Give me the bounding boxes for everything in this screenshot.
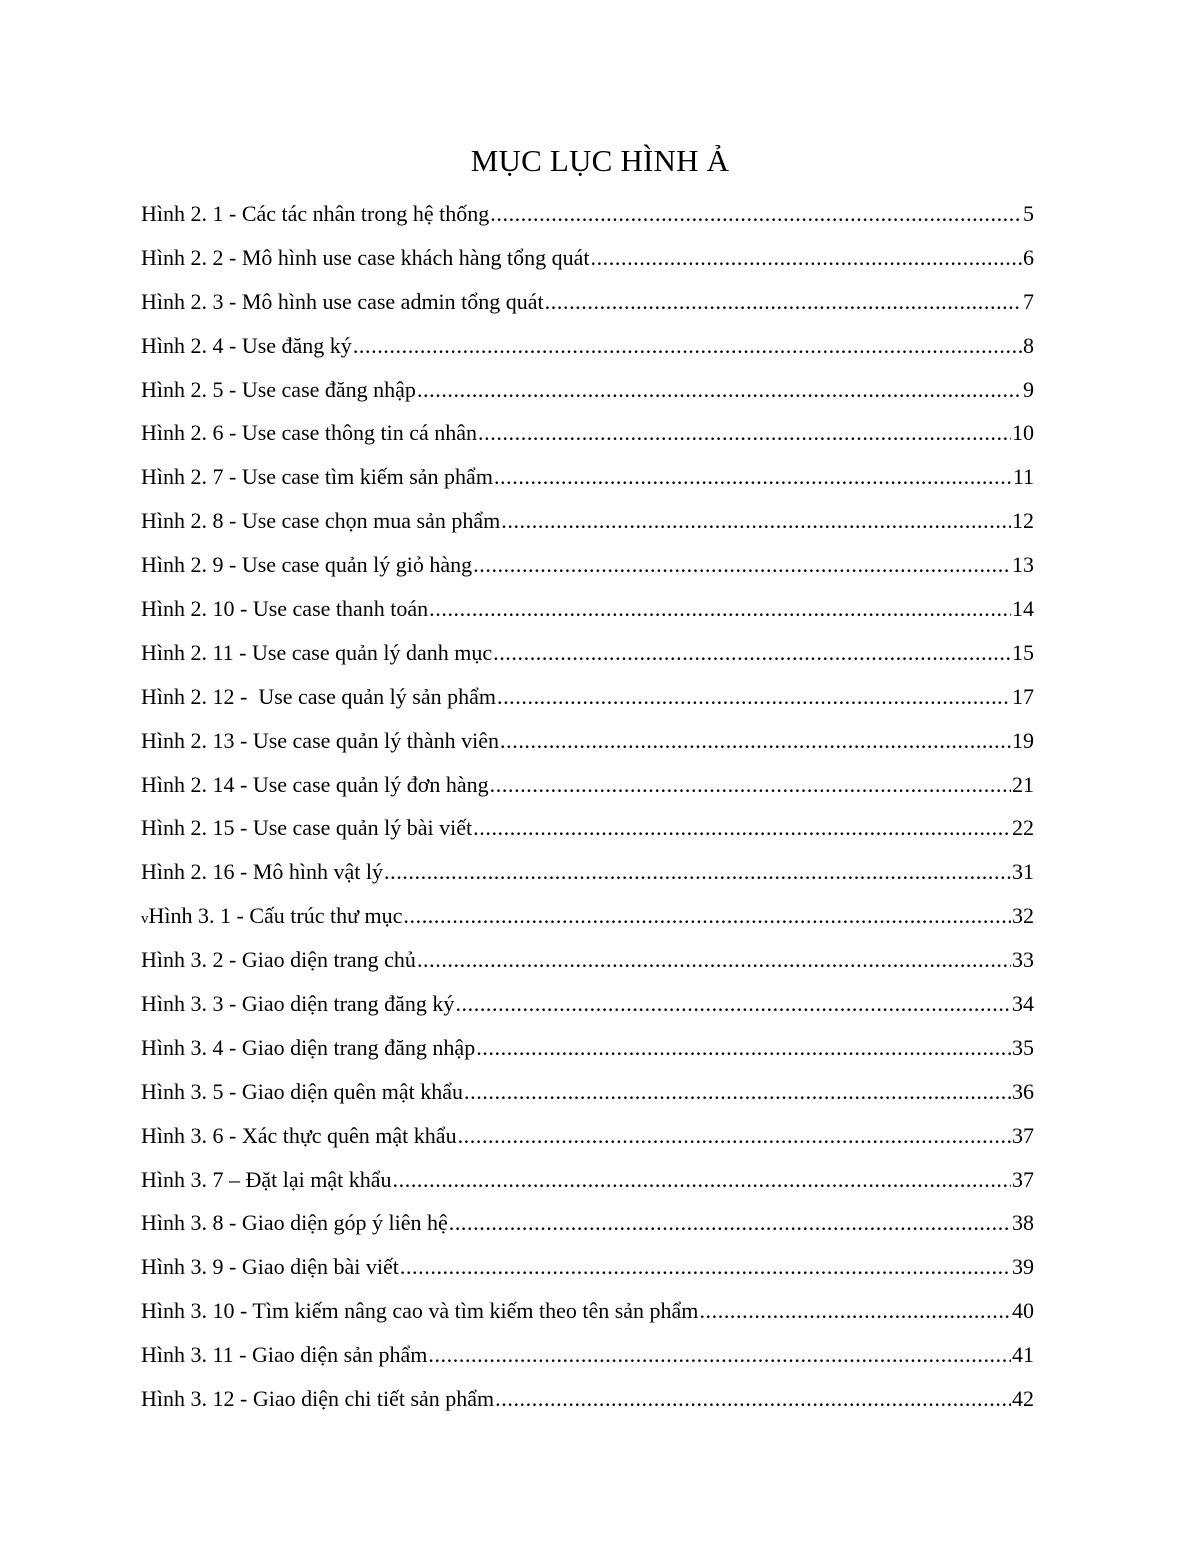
toc-entry-page-number: 32 bbox=[1012, 903, 1034, 929]
toc-entry[interactable] bbox=[141, 192, 1034, 236]
dot-leader bbox=[458, 1114, 1011, 1158]
toc-entry[interactable] bbox=[141, 1026, 1034, 1070]
toc-entry-page-number: 13 bbox=[1012, 552, 1034, 578]
toc-entry-label bbox=[141, 894, 402, 938]
toc-entry-page-number: 41 bbox=[1012, 1342, 1034, 1368]
toc-entry[interactable] bbox=[141, 1158, 1034, 1202]
toc-entry-label bbox=[141, 1026, 475, 1070]
toc-entry-text: Hình 2. 1 - Các tác nhân trong hệ thống bbox=[141, 201, 490, 226]
toc-entry[interactable] bbox=[141, 587, 1034, 631]
dot-leader bbox=[353, 324, 1022, 368]
toc-entry[interactable] bbox=[141, 806, 1034, 850]
toc-entry-page-number: 17 bbox=[1012, 683, 1034, 709]
toc-entry-page-number: 9 bbox=[1023, 376, 1034, 402]
dot-leader bbox=[464, 1070, 1011, 1114]
toc-entry[interactable] bbox=[141, 368, 1034, 412]
toc-entry[interactable] bbox=[141, 236, 1034, 280]
toc-entry-text: Hình 2. 14 - Use case quản lý đơn hàng bbox=[141, 771, 489, 797]
toc-entry-label bbox=[141, 1377, 494, 1421]
dot-leader bbox=[384, 850, 1011, 894]
toc-entry[interactable] bbox=[141, 675, 1034, 719]
toc-entry-label bbox=[141, 806, 472, 850]
dot-leader bbox=[490, 763, 1011, 807]
toc-entry-page-number: 6 bbox=[1023, 244, 1034, 270]
toc-entry[interactable] bbox=[141, 850, 1034, 894]
figure-list bbox=[141, 192, 1034, 1421]
toc-entry[interactable] bbox=[141, 324, 1034, 368]
toc-entry-label bbox=[141, 982, 454, 1026]
toc-entry-label bbox=[141, 938, 416, 982]
toc-entry-text: Hình 3. 2 - Giao diện trang chủ bbox=[141, 947, 416, 973]
toc-entry-page-number: 42 bbox=[1012, 1386, 1034, 1412]
toc-entry-label bbox=[141, 411, 477, 455]
toc-entry-page-number: 31 bbox=[1012, 859, 1034, 885]
dot-leader bbox=[417, 938, 1011, 982]
toc-entry-label bbox=[141, 499, 500, 543]
toc-entry-label bbox=[141, 1114, 457, 1158]
toc-entry-text: Hình 2. 6 - Use case thông tin cá nhân bbox=[141, 420, 478, 446]
dot-leader bbox=[403, 894, 1011, 938]
toc-entry-page-number: 37 bbox=[1012, 1166, 1034, 1192]
toc-entry-text: Hình 3. 6 - Xác thực quên mật khẩu bbox=[141, 1122, 457, 1148]
dot-leader bbox=[493, 631, 1011, 675]
toc-entry-text: Hình 2. 15 - Use case quản lý bài viết bbox=[141, 815, 473, 841]
toc-entry-text: Hình 2. 13 - Use case quản lý thành viên bbox=[141, 727, 500, 753]
toc-entry-page-number: 37 bbox=[1012, 1122, 1034, 1148]
toc-entry-text: Hình 2. 8 - Use case chọn mua sản phẩm bbox=[141, 508, 501, 534]
toc-entry-label bbox=[141, 280, 544, 324]
toc-entry[interactable] bbox=[141, 938, 1034, 982]
toc-entry-page-number: 33 bbox=[1012, 947, 1034, 973]
toc-entry-label bbox=[141, 631, 492, 675]
dot-leader bbox=[417, 368, 1022, 412]
toc-entry-label bbox=[141, 1201, 448, 1245]
toc-entry-page-number: 35 bbox=[1012, 1034, 1034, 1060]
toc-entry[interactable] bbox=[141, 280, 1034, 324]
dot-leader bbox=[473, 806, 1011, 850]
toc-entry-text: Hình 2. 2 - Mô hình use case khách hàng tổng quát bbox=[141, 244, 590, 270]
toc-entry-text: Hình 3. 1 - Cấu trúc thư mục bbox=[148, 903, 403, 929]
toc-entry-text: Hình 2. 7 - Use case tìm kiếm sản phẩm bbox=[141, 464, 493, 490]
dot-leader bbox=[400, 1245, 1011, 1289]
toc-entry-text: Hình 3. 4 - Giao diện trang đăng nhập bbox=[141, 1034, 476, 1060]
toc-entry-marker: v bbox=[141, 911, 149, 928]
toc-entry[interactable] bbox=[141, 763, 1034, 807]
toc-entry-text: Hình 2. 10 - Use case thanh toán bbox=[141, 596, 429, 622]
toc-entry-label bbox=[141, 1245, 399, 1289]
toc-entry[interactable] bbox=[141, 499, 1034, 543]
toc-entry[interactable] bbox=[141, 1201, 1034, 1245]
page-title: MỤC LỤC HÌNH Ả bbox=[470, 143, 730, 178]
toc-entry[interactable] bbox=[141, 455, 1034, 499]
toc-entry-label bbox=[141, 1289, 698, 1333]
toc-entry[interactable] bbox=[141, 894, 1034, 938]
toc-entry-label bbox=[141, 1333, 427, 1377]
toc-entry-page-number: 5 bbox=[1023, 201, 1034, 226]
toc-entry-text: Hình 3. 9 - Giao diện bài viết bbox=[141, 1254, 399, 1280]
toc-entry-page-number: 8 bbox=[1023, 332, 1034, 358]
toc-entry-text: Hình 2. 5 - Use case đăng nhập bbox=[141, 376, 416, 402]
dot-leader bbox=[501, 499, 1011, 543]
toc-entry-page-number: 10 bbox=[1012, 420, 1034, 446]
toc-entry-page-number: 36 bbox=[1012, 1078, 1034, 1104]
toc-entry-page-number: 34 bbox=[1012, 991, 1034, 1017]
toc-entry-page-number: 21 bbox=[1012, 771, 1034, 797]
dot-leader bbox=[476, 1026, 1011, 1070]
toc-entry-page-number: 19 bbox=[1012, 727, 1034, 753]
toc-entry-text: Hình 2. 16 - Mô hình vật lý bbox=[141, 859, 383, 885]
toc-entry-text: Hình 3. 12 - Giao diện chi tiết sản phẩm bbox=[141, 1386, 495, 1412]
toc-entry[interactable] bbox=[141, 631, 1034, 675]
toc-entry-page-number: 40 bbox=[1012, 1298, 1034, 1324]
toc-entry-text: Hình 3. 8 - Giao diện góp ý liên hệ bbox=[141, 1210, 448, 1236]
toc-entry[interactable] bbox=[141, 1377, 1034, 1421]
toc-entry-page-number: 12 bbox=[1012, 508, 1034, 534]
toc-entry-page-number: 14 bbox=[1012, 596, 1034, 622]
dot-leader bbox=[449, 1201, 1011, 1245]
toc-entry[interactable] bbox=[141, 1070, 1034, 1114]
dot-leader bbox=[495, 1377, 1011, 1421]
toc-entry-page-number: 11 bbox=[1012, 464, 1034, 490]
toc-entry-label bbox=[141, 587, 428, 631]
toc-entry-page-number: 39 bbox=[1012, 1254, 1034, 1280]
dot-leader bbox=[500, 719, 1011, 763]
toc-entry-text: Hình 2. 12 - Use case quản lý sản phẩm bbox=[141, 683, 496, 709]
toc-entry-text: Hình 3. 10 - Tìm kiếm nâng cao và tìm kiếm theo tên sản phẩm bbox=[141, 1298, 699, 1324]
toc-entry-text: Hình 3. 11 - Giao diện sản phẩm bbox=[141, 1342, 428, 1368]
dot-leader bbox=[545, 280, 1022, 324]
dot-leader bbox=[473, 543, 1011, 587]
dot-leader bbox=[428, 1333, 1011, 1377]
toc-entry-label bbox=[141, 236, 589, 280]
toc-entry[interactable] bbox=[141, 1245, 1034, 1289]
toc-entry[interactable] bbox=[141, 1333, 1034, 1377]
dot-leader bbox=[455, 982, 1011, 1026]
toc-entry-text: Hình 2. 9 - Use case quản lý giỏ hàng bbox=[141, 552, 473, 578]
toc-entry-label bbox=[141, 1158, 392, 1202]
toc-entry-label bbox=[141, 1070, 463, 1114]
toc-entry-text: Hình 3. 5 - Giao diện quên mật khẩu bbox=[141, 1078, 463, 1104]
dot-leader bbox=[497, 675, 1011, 719]
toc-entry-label bbox=[141, 368, 416, 412]
toc-entry-page-number: 38 bbox=[1012, 1210, 1034, 1236]
dot-leader bbox=[429, 587, 1011, 631]
dot-leader bbox=[699, 1289, 1011, 1333]
toc-entry-label bbox=[141, 192, 489, 236]
toc-entry-page-number: 7 bbox=[1023, 288, 1034, 314]
toc-entry-label bbox=[141, 763, 489, 807]
toc-entry-label bbox=[141, 324, 352, 368]
toc-entry[interactable] bbox=[141, 543, 1034, 587]
toc-entry-text: Hình 2. 4 - Use đăng ký bbox=[141, 332, 352, 358]
toc-entry-text: Hình 2. 3 - Mô hình use case admin tổng quát bbox=[141, 288, 544, 314]
toc-entry-text: Hình 3. 7 – Đặt lại mật khẩu bbox=[141, 1166, 392, 1192]
toc-entry-label bbox=[141, 455, 493, 499]
toc-entry[interactable] bbox=[141, 719, 1034, 763]
toc-entry-label bbox=[141, 675, 496, 719]
toc-entry-page-number: 22 bbox=[1012, 815, 1034, 841]
dot-leader bbox=[590, 236, 1022, 280]
toc-entry-text: Hình 3. 3 - Giao diện trang đăng ký bbox=[141, 991, 455, 1017]
dot-leader bbox=[393, 1158, 1011, 1202]
toc-entry-label bbox=[141, 543, 472, 587]
toc-entry-label bbox=[141, 850, 383, 894]
toc-entry[interactable] bbox=[141, 1289, 1034, 1333]
toc-entry[interactable] bbox=[141, 1114, 1034, 1158]
dot-leader bbox=[490, 192, 1022, 236]
toc-entry-label bbox=[141, 719, 499, 763]
toc-entry-page-number: 15 bbox=[1012, 639, 1034, 665]
dot-leader bbox=[494, 455, 1012, 499]
toc-entry-text: Hình 2. 11 - Use case quản lý danh mục bbox=[141, 639, 493, 665]
toc-entry[interactable] bbox=[141, 982, 1034, 1026]
dot-leader bbox=[478, 411, 1011, 455]
toc-entry[interactable] bbox=[141, 411, 1034, 455]
